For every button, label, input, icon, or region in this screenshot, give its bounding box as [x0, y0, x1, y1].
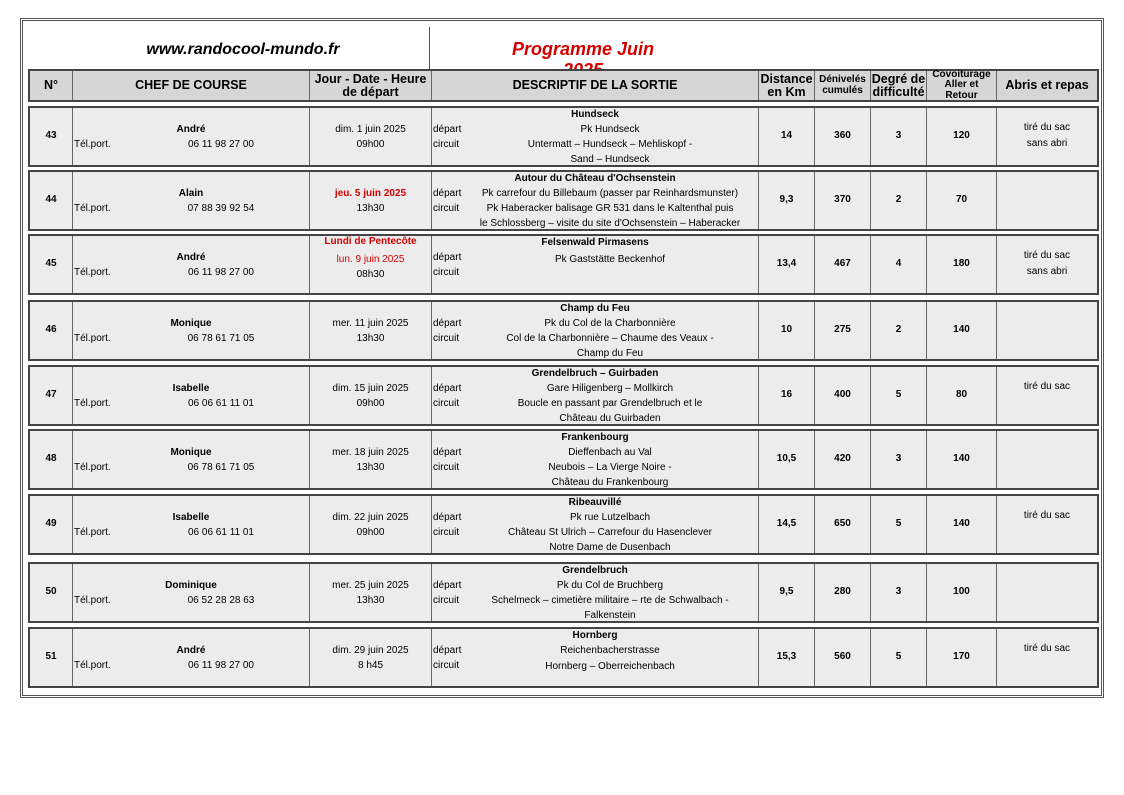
outing-detail: Gare Hiligenberg – Mollkirch — [546, 383, 674, 394]
departure-day: jeu. 5 juin 2025 — [334, 188, 407, 199]
difficulty-value: 3 — [895, 130, 902, 141]
chef-phone: 06 11 98 27 00 — [188, 139, 254, 150]
cell-desc — [432, 564, 759, 621]
carpool-value: 140 — [953, 453, 970, 464]
carpool-value: 120 — [953, 130, 970, 141]
cell-dist — [759, 564, 815, 621]
header-abris: Abris et repas — [1005, 78, 1089, 92]
difficulty-value: 5 — [895, 651, 902, 662]
cell-dist — [759, 496, 815, 553]
shelter-note: sans abri — [1026, 266, 1068, 277]
cell-covoit — [927, 302, 997, 359]
outing-title: Grendelbruch – Guirbaden — [531, 368, 659, 379]
cell-desc — [432, 496, 759, 553]
tel-label: Tél.port. — [74, 595, 111, 606]
distance-value: 9,3 — [779, 194, 794, 205]
difficulty-value: 2 — [895, 194, 902, 205]
cell-chef — [73, 367, 310, 424]
holiday-label: Lundi de Pentecôte — [324, 236, 417, 247]
difficulty-value: 3 — [895, 586, 902, 597]
cell-date — [310, 629, 432, 686]
shelter-note: sans abri — [1026, 138, 1068, 149]
cell-num — [30, 431, 73, 488]
outing-detail: Falkenstein — [584, 610, 636, 621]
cell-covoit — [927, 108, 997, 165]
depart-label: départ — [433, 383, 462, 394]
outing-title: Champ du Feu — [560, 303, 630, 314]
departure-time: 09h00 — [356, 398, 385, 409]
cell-desc — [432, 431, 759, 488]
cell-chef — [73, 302, 310, 359]
shelter-note: tiré du sac — [1023, 381, 1071, 392]
shelter-note: tiré du sac — [1023, 643, 1071, 654]
outing-detail: Château St Ulrich – Carrefour du Hasenclever — [508, 527, 712, 538]
outing-detail: Champ du Feu — [576, 348, 644, 359]
chef-phone: 06 11 98 27 00 — [188, 267, 254, 278]
header-date: Jour - Date - Heure de départ — [310, 71, 432, 100]
cell-date — [310, 108, 432, 165]
table-row — [28, 106, 1099, 167]
chef-phone: 06 78 61 71 05 — [187, 333, 255, 344]
cell-deniv — [815, 367, 871, 424]
row-number: 45 — [45, 258, 57, 269]
outing-title: Autour du Château d'Ochsenstein — [514, 173, 676, 184]
distance-value: 16 — [780, 389, 793, 400]
distance-value: 14,5 — [776, 518, 797, 529]
cell-desc — [432, 236, 759, 293]
outing-title: Frankenbourg — [561, 432, 629, 443]
outing-title: Grendelbruch — [562, 565, 628, 576]
distance-value: 10,5 — [776, 453, 797, 464]
elevation-value: 400 — [834, 389, 851, 400]
chef-name: André — [176, 252, 206, 263]
chef-name: Isabelle — [172, 383, 210, 394]
header-chef: CHEF DE COURSE — [73, 71, 310, 100]
depart-label: départ — [433, 188, 462, 199]
row-number: 46 — [45, 324, 57, 335]
cell-date — [310, 236, 432, 293]
cell-diff — [871, 302, 927, 359]
cell-date — [310, 564, 432, 621]
circuit-label: circuit — [433, 333, 460, 344]
chef-phone: 06 06 61 11 01 — [188, 398, 254, 409]
table-row — [28, 170, 1099, 231]
cell-diff — [871, 496, 927, 553]
carpool-value: 100 — [953, 586, 970, 597]
cell-desc — [432, 367, 759, 424]
cell-covoit — [927, 172, 997, 229]
circuit-label: circuit — [433, 203, 460, 214]
cell-deniv — [815, 431, 871, 488]
header-dist: Distance en Km — [759, 71, 815, 100]
departure-day: dim. 29 juin 2025 — [332, 645, 409, 656]
cell-date — [310, 172, 432, 229]
chef-phone: 07 88 39 92 54 — [187, 203, 255, 214]
cell-covoit — [927, 431, 997, 488]
cell-abris — [997, 367, 1097, 424]
table-row — [28, 494, 1099, 555]
outing-detail: Reichenbacherstrasse — [560, 645, 660, 656]
chef-phone: 06 52 28 28 63 — [187, 595, 255, 606]
cell-covoit — [927, 564, 997, 621]
cell-deniv — [815, 564, 871, 621]
carpool-value: 140 — [953, 324, 970, 335]
cell-dist — [759, 236, 815, 293]
elevation-value: 650 — [834, 518, 851, 529]
chef-phone: 06 78 61 71 05 — [187, 462, 255, 473]
cell-diff — [871, 564, 927, 621]
header-num: N° — [30, 71, 73, 100]
outing-title: Hundseck — [571, 109, 619, 120]
elevation-value: 467 — [834, 258, 851, 269]
shelter-note: tiré du sac — [1023, 250, 1071, 261]
cell-diff — [871, 431, 927, 488]
distance-value: 13,4 — [776, 258, 797, 269]
distance-value: 14 — [780, 130, 793, 141]
cell-covoit — [927, 496, 997, 553]
cell-date — [310, 496, 432, 553]
carpool-value: 170 — [953, 651, 970, 662]
cell-num — [30, 496, 73, 553]
departure-time: 13h30 — [356, 462, 385, 473]
departure-day: mer. 11 juin 2025 — [332, 318, 409, 329]
cell-diff — [871, 172, 927, 229]
carpool-value: 70 — [955, 194, 968, 205]
cell-abris — [997, 629, 1097, 686]
cell-num — [30, 367, 73, 424]
depart-label: départ — [433, 124, 462, 135]
departure-day: lun. 9 juin 2025 — [336, 254, 405, 265]
chef-name: André — [176, 645, 206, 656]
outing-detail: Château du Frankenbourg — [551, 477, 669, 488]
header-diff: Degré de difficulté — [871, 71, 926, 99]
cell-covoit — [927, 236, 997, 293]
table-row — [28, 627, 1099, 688]
chef-name: Monique — [170, 318, 212, 329]
outing-detail: Château du Guirbaden — [559, 413, 661, 424]
cell-abris — [997, 302, 1097, 359]
cell-desc — [432, 108, 759, 165]
chef-phone: 06 11 98 27 00 — [188, 660, 254, 671]
header-desc: DESCRIPTIF DE LA SORTIE — [432, 71, 759, 100]
circuit-label: circuit — [433, 527, 460, 538]
site-url: www.randocool-mundo.fr — [146, 41, 340, 58]
cell-diff — [871, 236, 927, 293]
cell-chef — [73, 108, 310, 165]
outing-title: Ribeauvillé — [568, 497, 622, 508]
departure-time: 09h00 — [356, 139, 385, 150]
outing-detail: Col de la Charbonnière – Chaume des Veaux - — [506, 333, 714, 344]
circuit-label: circuit — [433, 660, 460, 671]
outing-detail: Pk carrefour du Billebaum (passer par Reinhardsmunster) — [481, 188, 739, 199]
difficulty-value: 3 — [895, 453, 902, 464]
departure-day: dim. 1 juin 2025 — [335, 124, 406, 135]
depart-label: départ — [433, 512, 462, 523]
cell-diff — [871, 108, 927, 165]
departure-time: 08h30 — [356, 269, 385, 280]
programme-frame — [20, 18, 1104, 698]
cell-desc — [432, 629, 759, 686]
cell-num — [30, 172, 73, 229]
cell-dist — [759, 302, 815, 359]
difficulty-value: 4 — [895, 258, 902, 269]
elevation-value: 560 — [834, 651, 851, 662]
cell-num — [30, 629, 73, 686]
shelter-note: tiré du sac — [1023, 510, 1071, 521]
difficulty-value: 5 — [895, 389, 902, 400]
carpool-value: 140 — [953, 518, 970, 529]
tel-label: Tél.port. — [74, 333, 111, 344]
departure-day: dim. 15 juin 2025 — [332, 383, 409, 394]
chef-name: Dominique — [165, 580, 217, 591]
outing-detail: Notre Dame de Dusenbach — [549, 542, 671, 553]
cell-desc — [432, 302, 759, 359]
cell-chef — [73, 172, 310, 229]
chef-name: Monique — [170, 447, 212, 458]
outing-detail: Pk du Col de la Charbonnière — [544, 318, 676, 329]
tel-label: Tél.port. — [74, 139, 111, 150]
cell-abris — [997, 564, 1097, 621]
difficulty-value: 2 — [895, 324, 902, 335]
title-divider — [429, 27, 430, 69]
table-header — [28, 69, 1099, 102]
cell-chef — [73, 564, 310, 621]
depart-label: départ — [433, 580, 462, 591]
cell-chef — [73, 431, 310, 488]
cell-abris — [997, 236, 1097, 293]
header-covoit: Covoiturage Aller et Retour — [927, 71, 997, 100]
outing-title: Felsenwald Pirmasens — [541, 237, 649, 248]
elevation-value: 280 — [834, 586, 851, 597]
distance-value: 15,3 — [776, 651, 797, 662]
departure-day: mer. 25 juin 2025 — [332, 580, 409, 591]
depart-label: départ — [433, 318, 462, 329]
shelter-note: tiré du sac — [1023, 122, 1071, 133]
table-row — [28, 234, 1099, 295]
outing-detail: Hornberg – Oberreichenbach — [545, 661, 675, 672]
cell-diff — [871, 629, 927, 686]
tel-label: Tél.port. — [74, 398, 111, 409]
circuit-label: circuit — [433, 595, 460, 606]
cell-covoit — [927, 367, 997, 424]
cell-dist — [759, 108, 815, 165]
row-number: 48 — [45, 453, 57, 464]
row-number: 47 — [45, 389, 57, 400]
cell-dist — [759, 172, 815, 229]
cell-num — [30, 302, 73, 359]
circuit-label: circuit — [433, 462, 460, 473]
row-number: 43 — [45, 130, 57, 141]
cell-date — [310, 431, 432, 488]
elevation-value: 420 — [834, 453, 851, 464]
cell-num — [30, 236, 73, 293]
table-row — [28, 300, 1099, 361]
tel-label: Tél.port. — [74, 462, 111, 473]
outing-detail: Pk Gaststätte Beckenhof — [554, 254, 666, 265]
cell-covoit — [927, 629, 997, 686]
cell-chef — [73, 496, 310, 553]
outing-detail: Boucle en passant par Grendelbruch et le — [517, 398, 703, 409]
cell-num — [30, 108, 73, 165]
elevation-value: 275 — [834, 324, 851, 335]
cell-deniv — [815, 236, 871, 293]
cell-chef — [73, 236, 310, 293]
outing-title: Hornberg — [572, 630, 618, 641]
difficulty-value: 5 — [895, 518, 902, 529]
outing-detail: Sand – Hundseck — [570, 154, 650, 165]
elevation-value: 370 — [834, 194, 851, 205]
chef-name: Isabelle — [172, 512, 210, 523]
carpool-value: 80 — [955, 389, 968, 400]
outing-detail: le Schlossberg – visite du site d'Ochsenstein – Haberacker — [479, 218, 741, 229]
cell-abris — [997, 496, 1097, 553]
depart-label: départ — [433, 645, 462, 656]
page-title: Programme Juin — [511, 39, 655, 59]
departure-time: 13h30 — [356, 333, 385, 344]
carpool-value: 180 — [953, 258, 970, 269]
tel-label: Tél.port. — [74, 267, 111, 278]
outing-detail: Untermatt – Hundseck – Mehliskopf - — [527, 139, 693, 150]
cell-abris — [997, 172, 1097, 229]
chef-name: André — [176, 124, 206, 135]
cell-deniv — [815, 496, 871, 553]
depart-label: départ — [433, 447, 462, 458]
circuit-label: circuit — [433, 267, 460, 278]
circuit-label: circuit — [433, 398, 460, 409]
tel-label: Tél.port. — [74, 203, 111, 214]
departure-day: dim. 22 juin 2025 — [332, 512, 409, 523]
departure-time: 09h00 — [356, 527, 385, 538]
cell-diff — [871, 367, 927, 424]
row-number: 49 — [45, 518, 57, 529]
cell-date — [310, 367, 432, 424]
outing-detail: Pk rue Lutzelbach — [569, 512, 651, 523]
outing-detail: Schelmeck – cimetière militaire – rte de Schwalbach - — [491, 595, 729, 606]
depart-label: départ — [433, 252, 462, 263]
outing-detail: Pk Haberacker balisage GR 531 dans le Kaltenthal puis — [486, 203, 734, 214]
header-deniv: Dénivelés cumulés — [815, 71, 871, 100]
row-number: 51 — [45, 651, 57, 662]
row-number: 44 — [45, 194, 57, 205]
cell-abris — [997, 431, 1097, 488]
cell-chef — [73, 629, 310, 686]
cell-deniv — [815, 302, 871, 359]
cell-dist — [759, 431, 815, 488]
cell-date — [310, 302, 432, 359]
table-row — [28, 365, 1099, 426]
departure-time: 8 h45 — [357, 660, 384, 671]
cell-abris — [997, 108, 1097, 165]
tel-label: Tél.port. — [74, 527, 111, 538]
distance-value: 9,5 — [779, 586, 794, 597]
chef-name: Alain — [178, 188, 204, 199]
table-row — [28, 429, 1099, 490]
departure-day: mer. 18 juin 2025 — [332, 447, 409, 458]
outing-detail: Neubois – La Vierge Noire - — [548, 462, 672, 473]
departure-time: 13h30 — [356, 203, 385, 214]
outing-detail: Pk Hundseck — [580, 124, 640, 135]
cell-num — [30, 564, 73, 621]
departure-time: 13h30 — [356, 595, 385, 606]
row-number: 50 — [45, 586, 57, 597]
outing-detail: Pk du Col de Bruchberg — [556, 580, 664, 591]
cell-deniv — [815, 172, 871, 229]
distance-value: 10 — [780, 324, 793, 335]
cell-dist — [759, 629, 815, 686]
cell-dist — [759, 367, 815, 424]
circuit-label: circuit — [433, 139, 460, 150]
tel-label: Tél.port. — [74, 660, 111, 671]
cell-deniv — [815, 108, 871, 165]
chef-phone: 06 06 61 11 01 — [188, 527, 254, 538]
table-row — [28, 562, 1099, 623]
cell-deniv — [815, 629, 871, 686]
cell-desc — [432, 172, 759, 229]
outing-detail: Dieffenbach au Val — [568, 447, 652, 458]
elevation-value: 360 — [834, 130, 851, 141]
